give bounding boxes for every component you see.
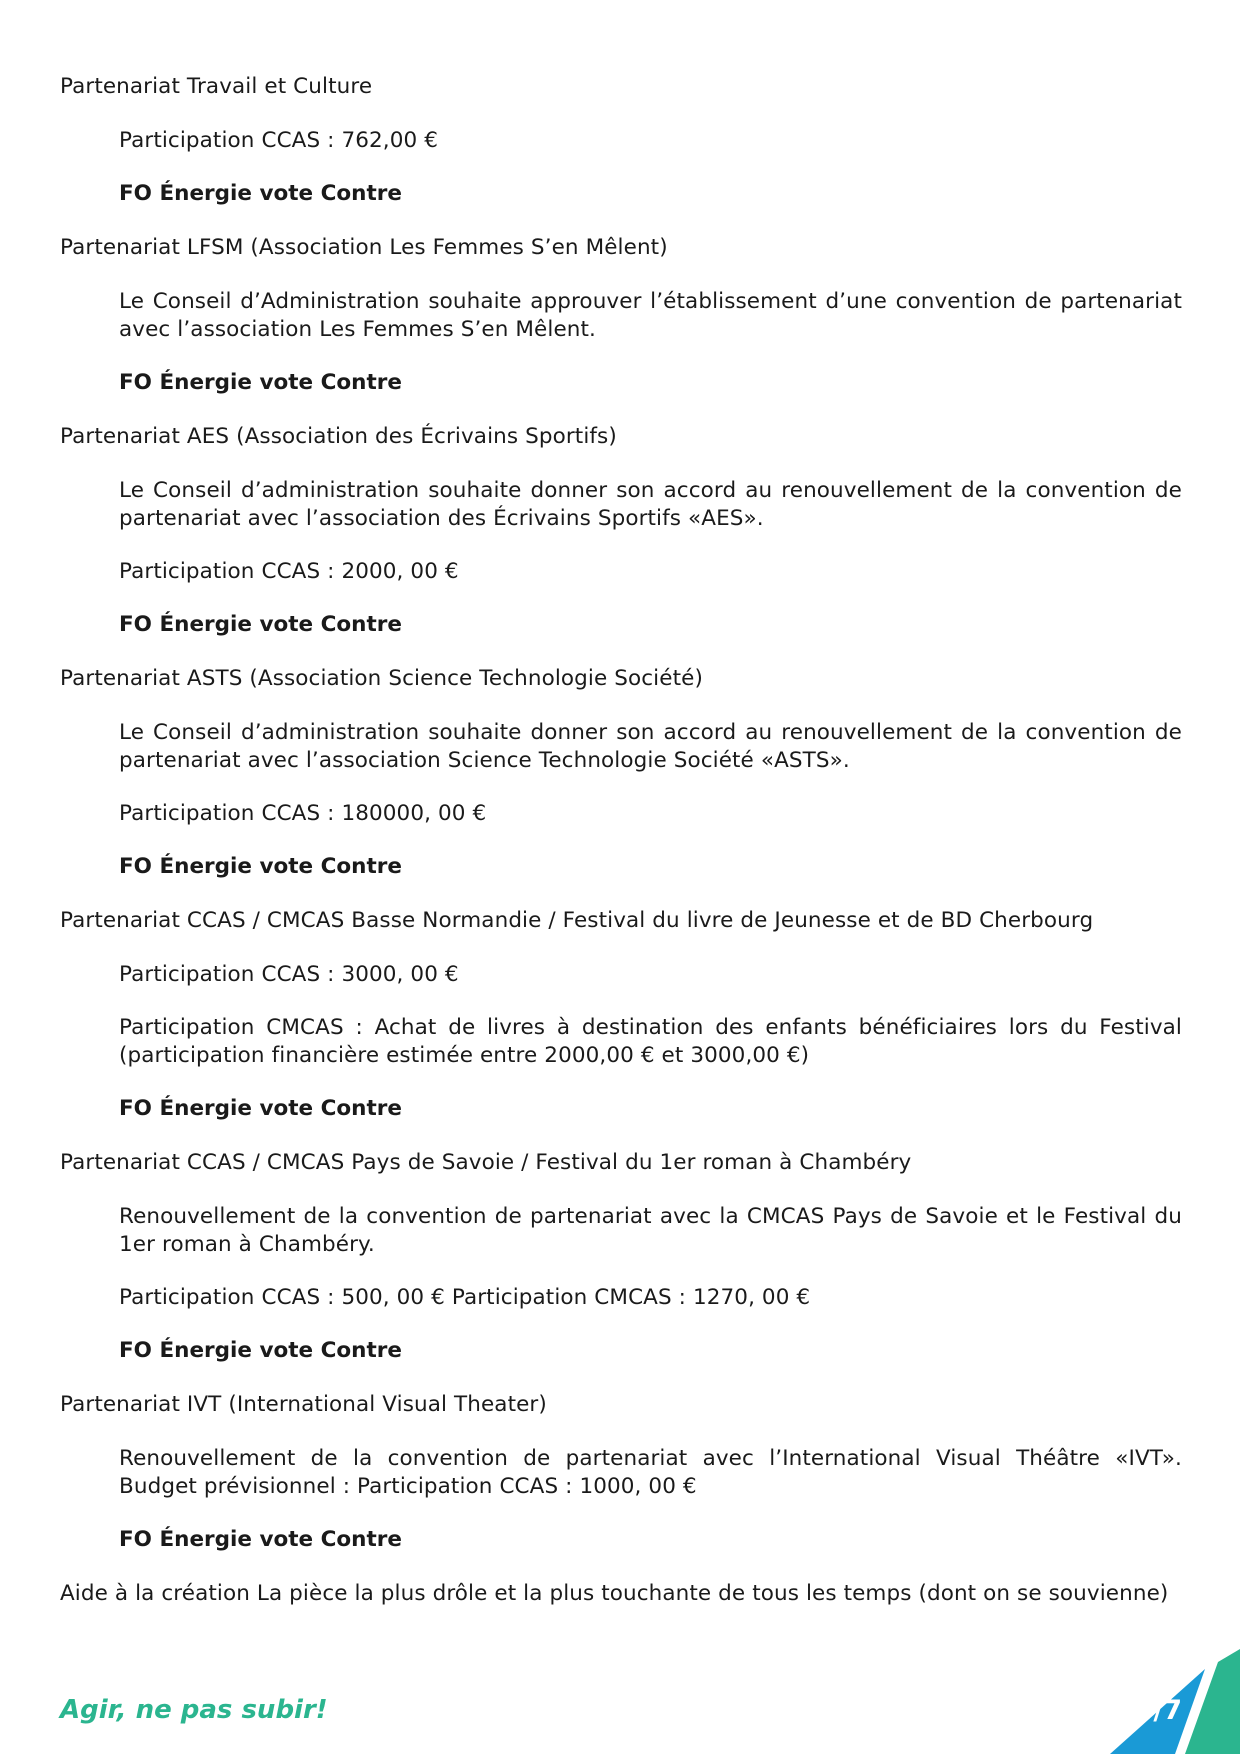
entry-heading: Partenariat IVT (International Visual Theater)	[60, 1392, 547, 1417]
vote-statement: FO Énergie vote Contre	[119, 1338, 402, 1363]
page-number: 4/7	[1134, 1695, 1182, 1726]
entry-heading: Partenariat Travail et Culture	[60, 74, 373, 99]
entry-paragraph: Participation CMCAS : Achat de livres à destination des enfants bénéficiaires lors du Festival (participation financière estimée entre 2000,00 € et 3000,00 €)	[119, 1015, 1182, 1068]
vote-statement: FO Énergie vote Contre	[119, 1527, 402, 1552]
entry-ivt	[60, 1390, 1182, 1554]
entry-paragraph: Le Conseil d’administration souhaite donner son accord au renouvellement de la convention de partenariat avec l’association des Écrivains Sportifs «AES».	[119, 478, 1182, 531]
entry-asts	[60, 664, 1182, 881]
entry-paragraph: Renouvellement de la convention de partenariat avec l’International Visual Théâtre «IVT». Budget prévisionnel : Participation CCAS : 1000, 00 €	[119, 1446, 1182, 1499]
entry-heading: Partenariat CCAS / CMCAS Basse Normandie / Festival du livre de Jeunesse et de BD Cherbourg	[60, 908, 1094, 933]
entry-aide-creation	[60, 1579, 1182, 1609]
entry-lfsm	[60, 233, 1182, 397]
entry-paragraph: Participation CCAS : 3000, 00 €	[119, 962, 459, 987]
entry-paragraph: Le Conseil d’Administration souhaite approuver l’établissement d’une convention de partenariat avec l’association Les Femmes S’en Mêlent.	[119, 289, 1182, 342]
entry-paragraph: Participation CCAS : 180000, 00 €	[119, 801, 487, 826]
entry-travail-culture	[60, 72, 1182, 208]
document-body	[60, 72, 1182, 1634]
entry-heading: Partenariat ASTS (Association Science Technologie Société)	[60, 666, 703, 691]
entry-paragraph: Participation CCAS : 2000, 00 €	[119, 559, 459, 584]
vote-statement: FO Énergie vote Contre	[119, 854, 402, 879]
entry-cherbourg	[60, 906, 1182, 1123]
entry-heading: Aide à la création La pièce la plus drôle et la plus touchante de tous les temps (dont on se souvienne)	[60, 1581, 1169, 1606]
entry-heading: Partenariat LFSM (Association Les Femmes S’en Mêlent)	[60, 235, 668, 260]
entry-aes	[60, 422, 1182, 639]
entry-paragraph: Participation CCAS : 500, 00 € Participation CMCAS : 1270, 00 €	[119, 1285, 811, 1310]
footer-slogan: Agir, ne pas subir!	[60, 1695, 328, 1725]
entry-paragraph: Le Conseil d’administration souhaite donner son accord au renouvellement de la convention de partenariat avec l’association Science Technologie Société «ASTS».	[119, 720, 1182, 773]
entry-chambery	[60, 1148, 1182, 1365]
vote-statement: FO Énergie vote Contre	[119, 370, 402, 395]
entry-paragraph: Renouvellement de la convention de partenariat avec la CMCAS Pays de Savoie et le Festival du 1er roman à Chambéry.	[119, 1204, 1182, 1257]
entry-heading: Partenariat CCAS / CMCAS Pays de Savoie / Festival du 1er roman à Chambéry	[60, 1150, 912, 1175]
entry-heading: Partenariat AES (Association des Écrivains Sportifs)	[60, 424, 617, 449]
entry-paragraph: Participation CCAS : 762,00 €	[119, 128, 438, 153]
vote-statement: FO Énergie vote Contre	[119, 1096, 402, 1121]
vote-statement: FO Énergie vote Contre	[119, 612, 402, 637]
corner-decoration	[1020, 1639, 1240, 1754]
vote-statement: FO Énergie vote Contre	[119, 181, 402, 206]
